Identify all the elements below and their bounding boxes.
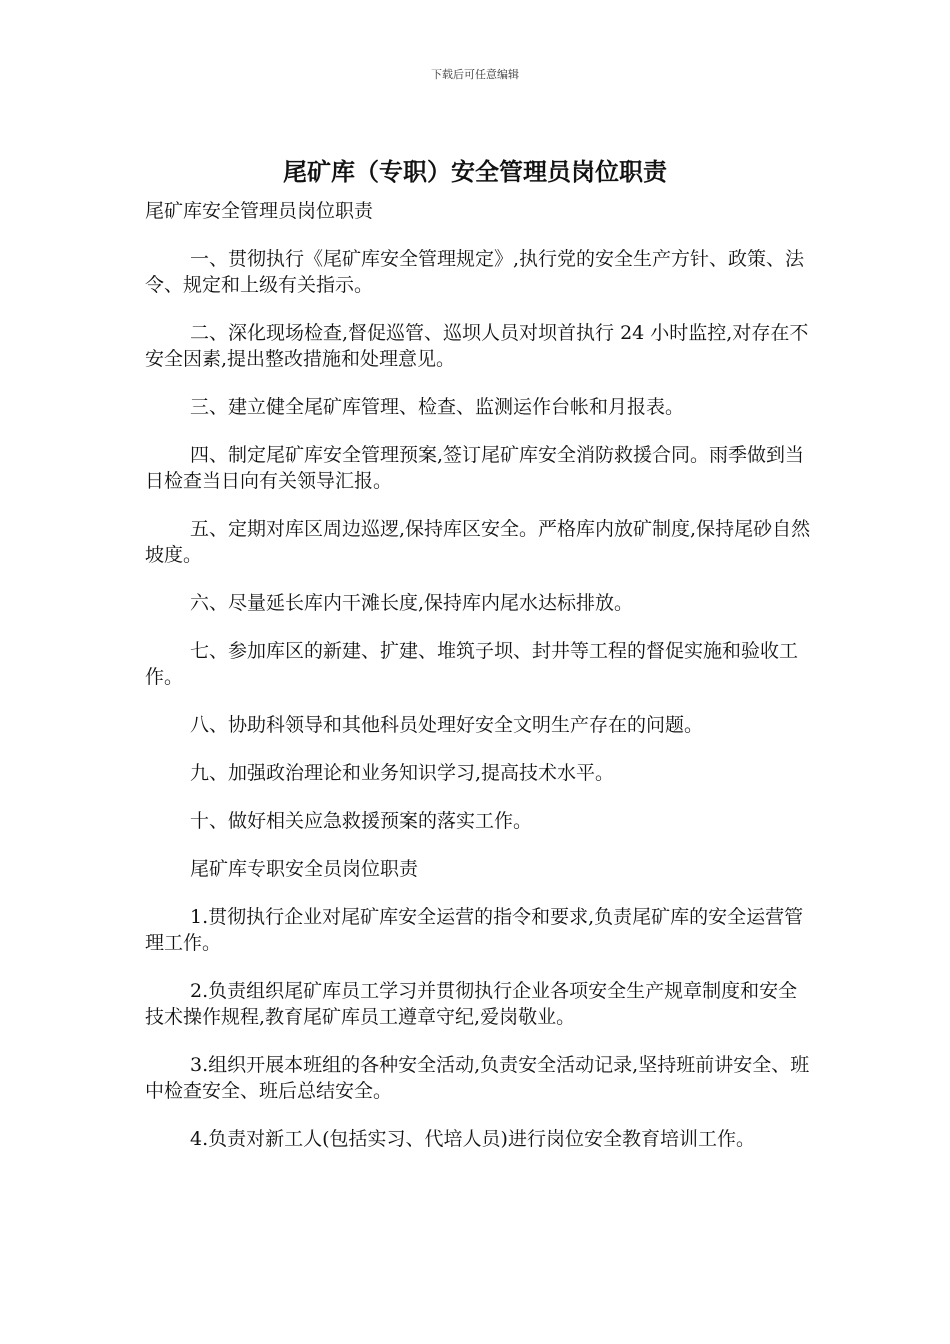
duty-item: 九、加强政治理论和业务知识学习,提高技术水平。 xyxy=(190,762,615,784)
duty-item: 2.负责组织尾矿库员工学习并贯彻执行企业各项安全生产规章制度和安全技术操作规程,教育尾矿库员工遵章守纪,爱岗敬业。 xyxy=(145,980,798,1028)
duty-item: 五、定期对库区周边巡逻,保持库区安全。严格库内放矿制度,保持尾砂自然坡度。 xyxy=(145,518,811,566)
document-body xyxy=(145,198,813,1174)
duty-item: 七、参加库区的新建、扩建、堆筑子坝、封井等工程的督促实施和验收工作。 xyxy=(145,640,799,688)
duty-item: 1.贯彻执行企业对尾矿库安全运营的指令和要求,负责尾矿库的安全运营管理工作。 xyxy=(145,906,804,954)
section-heading-safety-officer: 尾矿库专职安全员岗位职责 xyxy=(190,858,419,880)
duty-item: 一、贯彻执行《尾矿库安全管理规定》,执行党的安全生产方针、政策、法令、规定和上级有关指示。 xyxy=(145,248,805,296)
duty-item: 二、深化现场检查,督促巡管、巡坝人员对坝首执行 24 小时监控,对存在不安全因素,提出整改措施和处理意见。 xyxy=(145,322,809,370)
page-header-note: 下载后可任意编辑 xyxy=(431,68,519,81)
duty-item: 八、协助科领导和其他科员处理好安全文明生产存在的问题。 xyxy=(190,714,704,736)
duty-item: 4.负责对新工人(包括实习、代培人员)进行岗位安全教育培训工作。 xyxy=(190,1128,755,1150)
section-heading-manager: 尾矿库安全管理员岗位职责 xyxy=(145,200,374,222)
duty-item: 十、做好相关应急救援预案的落实工作。 xyxy=(190,810,533,832)
document-title: 尾矿库（专职）安全管理员岗位职责 xyxy=(283,157,667,186)
duty-item: 3.组织开展本班组的各种安全活动,负责安全活动记录,坚持班前讲安全、班中检查安全、班后总结安全。 xyxy=(145,1054,810,1102)
duty-item: 四、制定尾矿库安全管理预案,签订尾矿库安全消防救援合同。雨季做到当日检查当日向有关领导汇报。 xyxy=(145,444,805,492)
duty-item: 六、尽量延长库内干滩长度,保持库内尾水达标排放。 xyxy=(190,592,634,614)
duty-item: 三、建立健全尾矿库管理、检查、监测运作台帐和月报表。 xyxy=(190,396,685,418)
